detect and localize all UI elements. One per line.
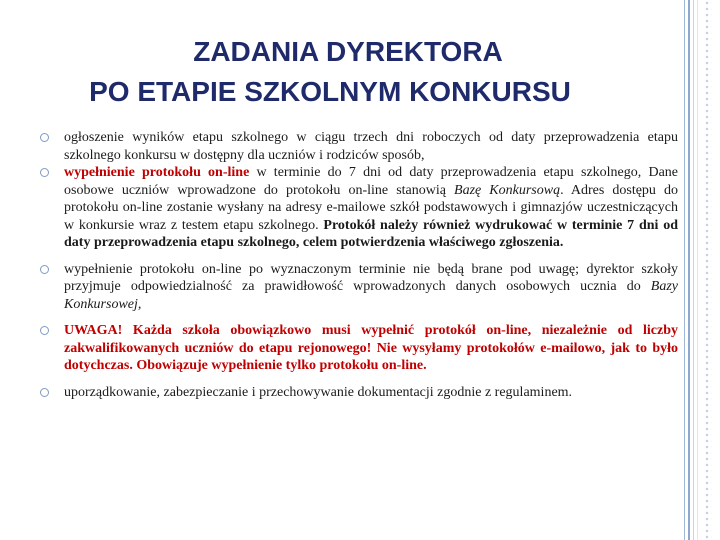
bullet-icon bbox=[40, 265, 49, 274]
bullet-icon bbox=[40, 168, 49, 177]
bullet-icon bbox=[40, 326, 49, 335]
list-item: wypełnienie protokołu on-line w terminie do 7 dni od daty przeprowadzenia etapu szkolnego, Dane osobowe uczniów wprowadzone do protokołu on-line stanowią Bazę Konkursową. Adres dostępu do protokołu on-line zostanie wysłany na adresy e-mailowe szkół podstawowych i gimnazjów uczestniczących w konkursie wraz z testem etapu szkolnego. Protokół należy również wydrukować w terminie 7 dni od daty przeprowadzenia etapu szkolnego, celem potwierdzenia właściwego zgłoszenia. bbox=[40, 164, 678, 252]
bullet-icon bbox=[40, 133, 49, 142]
list-item: uporządkowanie, zabezpieczanie i przechowywanie dokumentacji zgodnie z regulaminem. bbox=[40, 384, 678, 402]
bullet-icon bbox=[40, 388, 49, 397]
list-item: UWAGA! Każda szkoła obowiązkowo musi wypełnić protokół on-line, niezależnie od liczby zakwalifikowanych uczniów do etapu rejonowego! Nie wysyłamy protokołów e-mailowo, jak to było dotychczas. Obowiązuje wypełnienie tylko protokołu on-line. bbox=[40, 322, 678, 375]
task-list bbox=[40, 129, 678, 401]
list-item: wypełnienie protokołu on-line po wyznaczonym terminie nie będą brane pod uwagę; dyrektor szkoły przyjmuje odpowiedzialność za prawidłowość wprowadzonych danych osobowych ucznia do Bazy Konkursowej, bbox=[40, 261, 678, 314]
slide-title-line-1: ZADANIA DYREKTORA bbox=[193, 36, 503, 67]
slide-title-line-2: PO ETAPIE SZKOLNYM KONKURSU bbox=[89, 76, 571, 107]
decorative-border bbox=[684, 0, 720, 540]
list-item: ogłoszenie wyników etapu szkolnego w ciągu trzech dni roboczych od daty przeprowadzenia etapu szkolnego konkursu w dostępny dla uczniów i rodziców sposób, bbox=[40, 129, 678, 164]
